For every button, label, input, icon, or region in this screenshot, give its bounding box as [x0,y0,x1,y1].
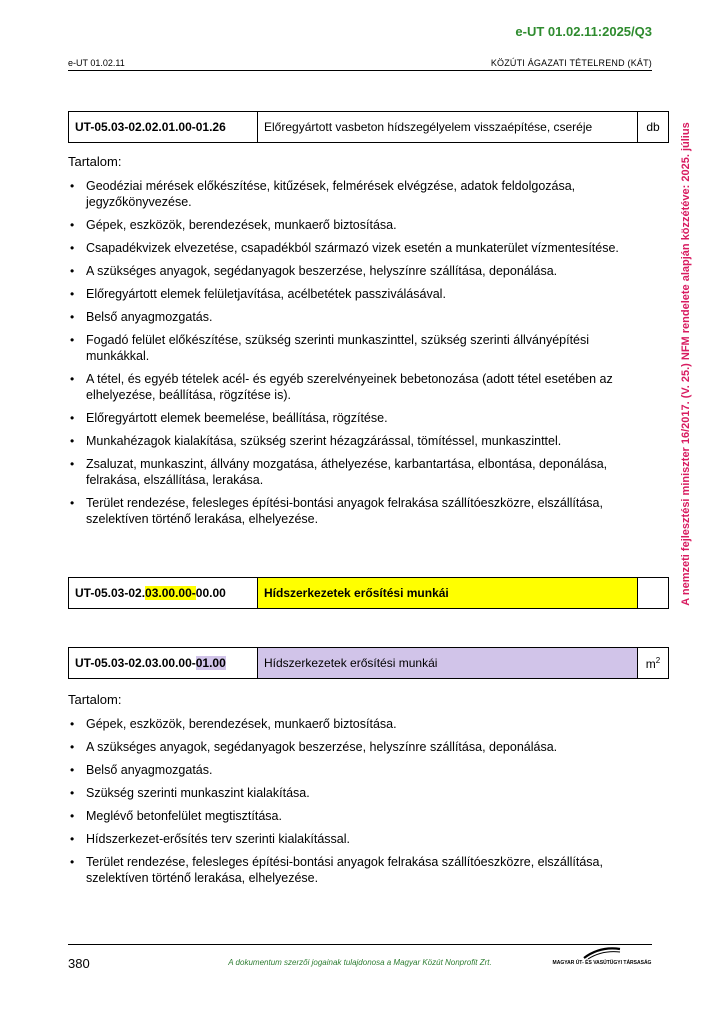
header-left-code: e-UT 01.02.11 [68,58,125,68]
item-unit: $m^2$ [638,648,669,679]
content-list-3 [68,716,628,893]
item-unit [638,578,669,609]
road-logo-icon [582,946,622,960]
header-right-title: KÖZÚTI ÁGAZATI TÉTELREND (KÁT) [490,58,652,68]
list-item: • Munkahézagok kialakítása, szükség szerint hézagzárással, tömítéssel, munkaszinttel. [68,433,628,449]
company-logo [552,946,652,970]
content-label: Tartalom: [68,692,122,707]
page-number: 380 [68,956,90,971]
list-item: • Terület rendezése, felesleges építési-bontási anyagok felrakása szállítóeszközre, elszállítása, szelektíven történő lerakása, elhelyezése. [68,495,628,527]
side-publication-text: A nemzeti fejlesztési miniszter 16/2017. (V. 25.) NFM rendelete alapján közzétéve: 2025. július [680,122,692,606]
content-label: Tartalom: [68,154,122,169]
document-code: e-UT 01.02.11:2025/Q3 [515,24,652,39]
item-table-3 [68,647,669,679]
side-publication-note [676,96,696,632]
item-code: UT-05.03-02.03.00.00-00.00 [69,578,258,609]
list-item: • A szükséges anyagok, segédanyagok beszerzése, helyszínre szállítása, deponálása. [68,263,628,279]
copyright-note: A dokumentum szerzői jogainak tulajdonosa a Magyar Közút Nonprofit Zrt. [228,958,492,967]
item-title: Előregyártott vasbeton hídszegélyelem visszaépítése, cseréje [258,112,638,143]
list-item: • Meglévő betonfelület megtisztítása. [68,808,628,824]
list-item: • A szükséges anyagok, segédanyagok beszerzése, helyszínre szállítása, deponálása. [68,739,628,755]
list-item: • Belső anyagmozgatás. [68,309,628,325]
item-unit: db [638,112,669,143]
item-title: Hídszerkezetek erősítési munkái [258,648,638,679]
list-item: • Előregyártott elemek beemelése, beállítása, rögzítése. [68,410,628,426]
list-item: • Belső anyagmozgatás. [68,762,628,778]
list-item: • Zsaluzat, munkaszint, állvány mozgatása, áthelyezése, karbantartása, elbontása, deponálása, felrakása, elszállítása, lerakása. [68,456,628,488]
list-item: • Szükség szerinti munkaszint kialakítása. [68,785,628,801]
list-item: • Gépek, eszközök, berendezések, munkaerő biztosítása. [68,716,628,732]
header-rule [68,70,652,71]
list-item: • Gépek, eszközök, berendezések, munkaerő biztosítása. [68,217,628,233]
item-table-2 [68,577,669,609]
content-list-1 [68,178,628,534]
list-item: • Előregyártott elemek felületjavítása, acélbetétek passziválásával. [68,286,628,302]
list-item: • A tétel, és egyéb tételek acél- és egyéb szerelvényeinek bebetonozása (adott tétel esetében az elhelyezése, beállítása, rögzítése is). [68,371,628,403]
item-table-1 [68,111,669,143]
list-item: • Geodéziai mérések előkészítése, kitűzések, felmérések elvégzése, adatok feldolgozása, jegyzőkönyvezése. [68,178,628,210]
footer-rule [68,944,652,945]
list-item: • Hídszerkezet-erősítés terv szerinti kialakítással. [68,831,628,847]
list-item: • Terület rendezése, felesleges építési-bontási anyagok felrakása szállítóeszközre, elszállítása, szelektíven történő lerakása, elhelyezése. [68,854,628,886]
item-title: Hídszerkezetek erősítési munkái [258,578,638,609]
item-code: UT-05.03-02.02.01.00-01.26 [69,112,258,143]
logo-text: MAGYAR ÚT- ÉS VASÚTÜGYI TÁRSASÁG [552,960,652,966]
list-item: • Fogadó felület előkészítése, szükség szerinti munkaszinttel, szükség szerinti állványépítési munkákkal. [68,332,628,364]
item-code: UT-05.03-02.03.00.00-01.00 [69,648,258,679]
list-item: • Csapadékvizek elvezetése, csapadékból származó vizek esetén a munkaterület vízmentesítése. [68,240,628,256]
